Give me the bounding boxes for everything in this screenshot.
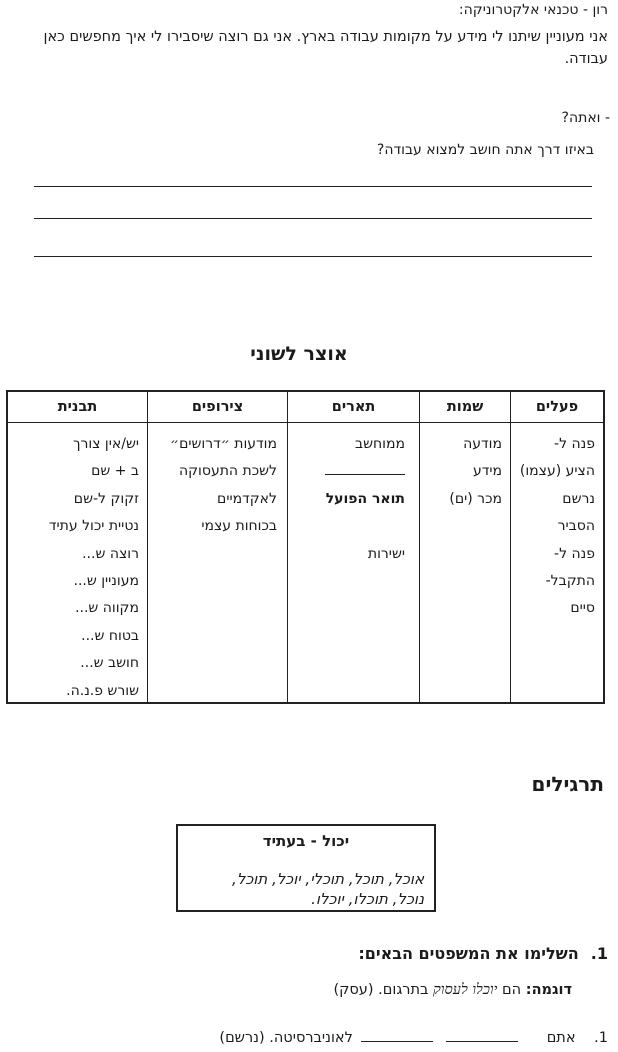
task-text: השלימו את המשפטים הבאים: [358, 944, 579, 963]
item-number: 1. [594, 1030, 608, 1046]
conjugation-line: אוכל, תוכל, תוכלי, יוכל, תוכל, [232, 870, 424, 888]
table-cell: מעוניין ש... [73, 572, 139, 589]
table-cell: לשכת התעסוקה [178, 463, 277, 480]
example-end: בתרגום. (עסק) [333, 982, 429, 998]
grammar-box [176, 824, 436, 912]
table-cell: ב + שם [91, 463, 139, 480]
task-instruction [358, 944, 608, 963]
column-header: תארים [288, 392, 419, 423]
writing-line[interactable] [34, 256, 592, 257]
item-ending: לאוניברסיטה. (נרשם) [219, 1030, 353, 1046]
table-cell: נרשם [562, 490, 595, 507]
table-cell: מקווה ש... [75, 600, 139, 617]
table-cell: הסביר [557, 518, 595, 535]
table-cell: מודעות ״דרושים״ [170, 436, 277, 452]
phrases-column [147, 392, 287, 702]
table-cell: פנה ל- [554, 545, 595, 562]
column-header: שמות [420, 392, 510, 423]
table-cell: התקבל- [545, 572, 595, 589]
fill-in-blank[interactable] [288, 458, 405, 485]
example-label: דוגמה: [525, 982, 572, 998]
table-cell: בטוח ש... [81, 627, 139, 644]
column-header: צירופים [148, 392, 287, 423]
grammar-box-title: יכול - בעתיד [262, 832, 350, 850]
verbs-column [510, 392, 603, 702]
intro-speaker-line: רון - טכנאי אלקטרוניקה: [458, 2, 608, 18]
table-cell: לאקדמיים [217, 490, 277, 507]
table-cell: זקוק ל-שם [73, 490, 139, 507]
answer-blank[interactable] [446, 1031, 518, 1042]
task-number: 1. [590, 944, 608, 963]
writing-line[interactable] [34, 218, 592, 219]
table-cell: מכר (ים) [449, 490, 502, 507]
intro-paragraph: אני מעוניין שיתנו לי מידע על מקומות עבודה בארץ. אני גם רוצה שיסבירו לי איך מחפשים כאן עבודה. [43, 29, 608, 67]
table-cell: הציע (עצמו) [519, 463, 595, 480]
example-answer: יוכלו לעסוק [433, 982, 498, 998]
table-cell: נטיית יכול עתיד [48, 518, 139, 535]
example-sentence [333, 982, 572, 999]
answer-blank[interactable] [361, 1031, 433, 1042]
table-cell: שורש פ.נ.ה. [66, 682, 139, 699]
exercise-item [219, 1030, 608, 1046]
table-cell: ממוחשב [355, 436, 405, 452]
table-cell: מידע [472, 463, 502, 480]
patterns-column [8, 392, 147, 702]
table-cell: ישירות [367, 545, 405, 562]
example-start: הם [502, 982, 522, 998]
table-cell-adverb-heading: תואר הפועל [325, 490, 405, 507]
table-cell: מודעה [463, 436, 502, 452]
table-cell: בכוחות עצמי [201, 518, 277, 535]
table-cell: יש/אין צורך [72, 436, 139, 452]
table-cell: רוצה ש... [82, 545, 139, 562]
and-you-prompt: - ואתה? [561, 110, 610, 126]
writing-line[interactable] [34, 186, 592, 187]
nouns-column [419, 392, 510, 702]
table-cell: סיים [570, 600, 595, 617]
column-header: תבנית [8, 392, 147, 423]
exercises-title: תרגילים [531, 772, 604, 796]
table-cell: פנה ל- [554, 436, 595, 452]
vocabulary-title: אוצר לשוני [250, 343, 348, 365]
vocabulary-table [6, 390, 605, 704]
job-search-question: באיזו דרך אתה חושב למצוא עבודה? [376, 142, 594, 158]
table-cell: חושב ש... [80, 655, 139, 672]
conjugation-line: נוכל, תוכלו, יוכלו. [311, 890, 424, 908]
item-subject: אתם [546, 1030, 576, 1046]
column-header: פעלים [511, 392, 603, 423]
adjectives-column [287, 392, 419, 702]
